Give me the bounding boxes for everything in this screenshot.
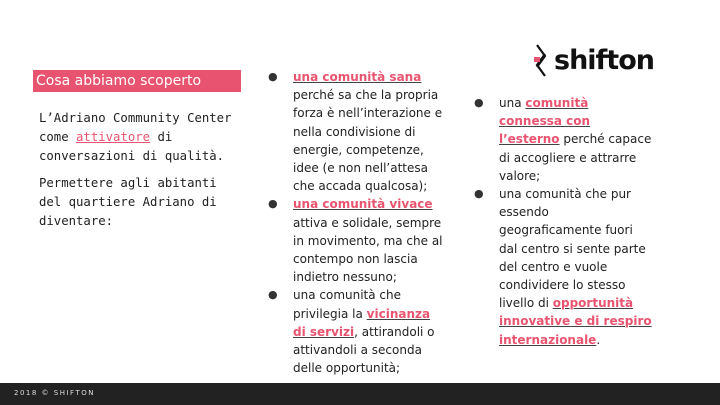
- item-text: , attirandoli o attivandoli a seconda delle opportunità;: [293, 324, 435, 376]
- footer-bar: [0, 383, 720, 405]
- list-item: [474, 185, 652, 349]
- activator-link[interactable]: attivatore: [76, 130, 151, 144]
- page-title: Cosa abbiamo scoperto: [33, 70, 241, 92]
- shifton-logo: [532, 42, 654, 78]
- shifton-logo-mark-icon: [532, 42, 552, 78]
- bullet-icon: ●: [268, 288, 278, 302]
- highlight-text: opportunità innovative e di respiro internazionale: [499, 296, 652, 347]
- item-text: una comunità che privilegia la: [293, 288, 402, 321]
- logo-text: shifton: [554, 44, 654, 76]
- highlight-text: comunità connessa con l’esterno: [499, 96, 591, 147]
- right-column: [474, 94, 652, 349]
- item-text: perché sa che la propria forza è nell’interazione e nella condivisione di energie, competenze, idee (e non nell’attesa che accada qualcosa);: [293, 88, 443, 194]
- item-text: perché capace di accogliere e attrarre valore;: [499, 132, 652, 183]
- bullet-icon: ●: [474, 96, 484, 109]
- list-item: [268, 195, 446, 286]
- highlight-text: vicinanza di servizi: [293, 306, 431, 339]
- highlight-text: una comunità sana: [293, 70, 422, 84]
- list-item: [268, 68, 446, 195]
- item-text: una: [499, 96, 526, 110]
- intro-after: di conversazioni di qualità.: [39, 130, 225, 163]
- bullet-icon: ●: [268, 70, 278, 83]
- item-text: una comunità che pur essendo geograficamente fuori dal centro si sente parte del centro e vuole condividere lo stesso livello di: [499, 187, 646, 311]
- highlight-text: una comunità vivace: [293, 197, 433, 212]
- intro-text: [39, 109, 244, 166]
- list-item: [268, 286, 446, 377]
- middle-column: [268, 68, 446, 377]
- item-text: .: [596, 332, 601, 347]
- intro-before: L’Adriano Community Center come: [39, 111, 232, 144]
- intro-text-2: Permettere agli abitanti del quartiere Adriano di diventare:: [39, 176, 217, 228]
- footer-copyright: 2018 © SHIFTON: [14, 389, 95, 397]
- bullet-icon: ●: [474, 187, 484, 201]
- list-item: [474, 94, 652, 185]
- bullet-icon: ●: [268, 197, 278, 211]
- item-text: attiva e solidale, sempre in movimento, ma che al contempo non lascia indietro nessuno;: [293, 215, 443, 285]
